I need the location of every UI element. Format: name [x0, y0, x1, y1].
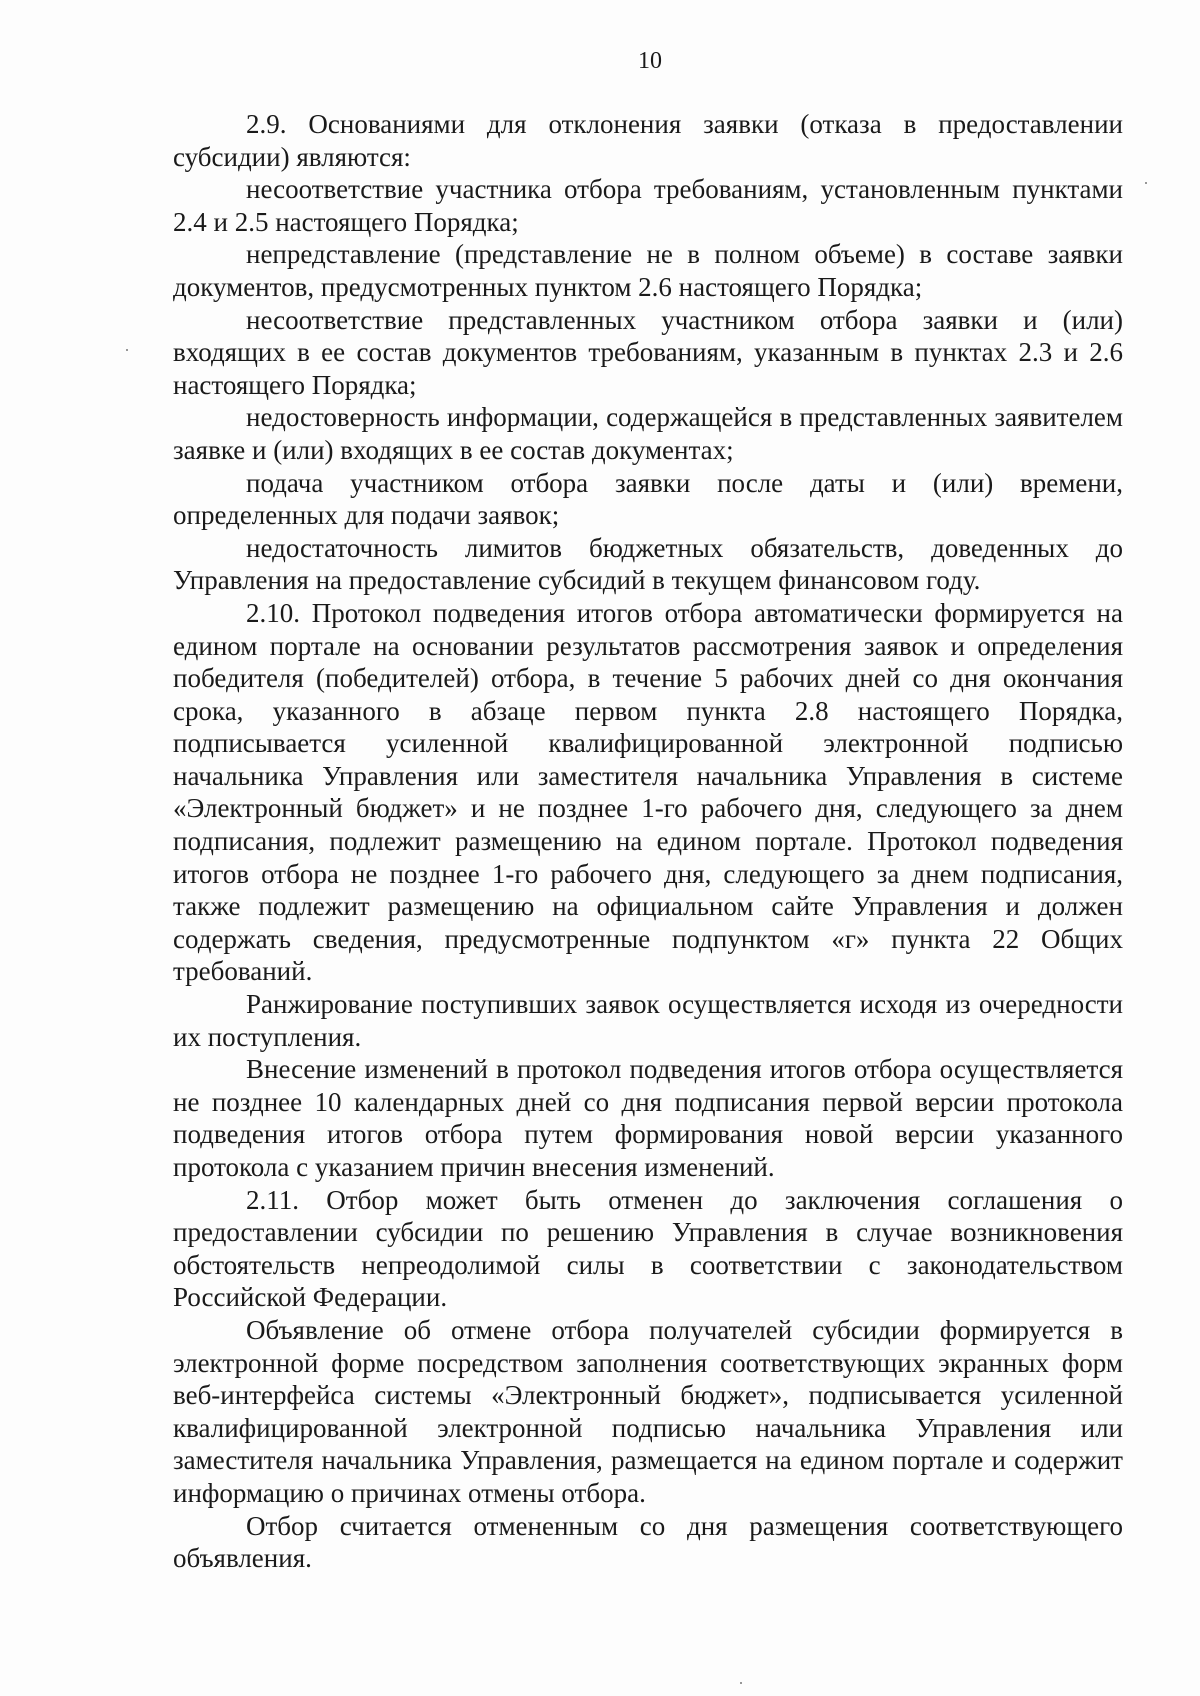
paragraph-2-10: 2.10. Протокол подведения итогов отбора автоматически формируется на едином портале на основании результатов рассмотрения заявок и определения победителя (победителей) отбора, в течение 5 рабочих дней со дня окончания срока, указанного в абзаце первом пункта 2.8 настоящего Порядка, подписывается усиленной квалифицированной электронной подписью начальника Управления или заместителя начальника Управления в системе «Электронный бюджет» и не позднее 1-го рабочего дня, следующего за днем подписания, подлежит размещению на едином портале. Протокол подведения итогов отбора не позднее 1-го рабочего дня, следующего за днем подписания, также подлежит размещению на официальном сайте Управления и должен содержать сведения, предусмотренные подпунктом «г» пункта 22 Общих требований. — [173, 597, 1123, 987]
paragraph-cancel-announcement: Объявление об отмене отбора получателей субсидии формируется в электронной форме посредством заполнения соответствующих экранных форм веб-интерфейса системы «Электронный бюджет», подписывается усиленной квалифицированной электронной подписью начальника Управления или заместителя начальника Управления, размещается на едином портале и содержит информацию о причинах отмены отбора. — [173, 1314, 1123, 1508]
paragraph-ground-late: подача участником отбора заявки после даты и (или) времени, определенных для подачи заявок; — [173, 467, 1123, 531]
paragraph-protocol-changes: Внесение изменений в протокол подведения итогов отбора осуществляется не позднее 10 календарных дней со дня подписания первой версии протокола подведения итогов отбора путем формирования новой версии указанного протокола с указанием причин внесения изменений. — [173, 1054, 1123, 1182]
paragraph-2-11: 2.11. Отбор может быть отменен до заключения соглашения о предоставлении субсидии по решению Управления в случае возникновения обстоятельств непреодолимой силы в соответствии с законодательством Российской Федерации. — [173, 1184, 1123, 1313]
document-body — [173, 108, 1123, 1575]
paragraph-cancel-effective: Отбор считается отмененным со дня размещения соответствующего объявления. — [173, 1510, 1123, 1574]
scan-speck — [1145, 182, 1147, 184]
paragraph-ground-limits: недостаточность лимитов бюджетных обязательств, доведенных до Управления на предоставление субсидий в текущем финансовом году. — [173, 532, 1123, 596]
paragraph-ranking: Ранжирование поступивших заявок осуществляется исходя из очередности их поступления. — [173, 989, 1123, 1052]
scan-speck — [740, 1682, 742, 1684]
page-number: 10 — [638, 48, 662, 74]
paragraph-ground-unreliable: недостоверность информации, содержащейся в представленных заявителем заявке и (или) входящих в ее состав документах; — [173, 402, 1123, 465]
paragraph-ground-documents: непредставление (представление не в полном объеме) в составе заявки документов, предусмотренных пунктом 2.6 настоящего Порядка; — [173, 239, 1123, 302]
scan-speck — [126, 349, 128, 351]
paragraph-2-9: 2.9. Основаниями для отклонения заявки (отказа в предоставлении субсидии) являются: — [173, 109, 1123, 172]
paragraph-ground-mismatch: несоответствие представленных участником отбора заявки и (или) входящих в ее состав документов требованиям, указанным в пунктах 2.3 и 2.6 настоящего Порядка; — [173, 304, 1123, 400]
paragraph-ground-requirements: несоответствие участника отбора требованиям, установленным пунктами 2.4 и 2.5 настоящего Порядка; — [173, 174, 1123, 237]
